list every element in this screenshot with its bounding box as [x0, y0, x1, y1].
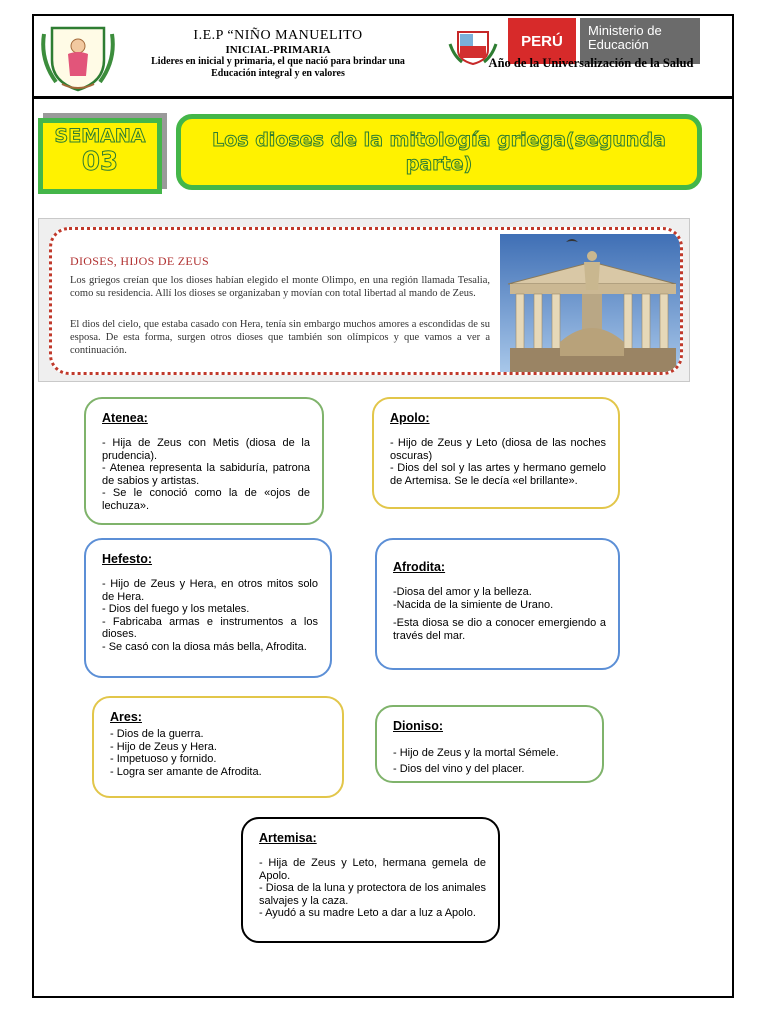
list-item: -Diosa del amor y la belleza. [393, 586, 532, 598]
list-item: -Nacida de la simiente de Urano. [393, 598, 554, 611]
week-number: 03 [81, 147, 119, 177]
intro-frame [49, 227, 683, 375]
card-atenea [84, 397, 324, 525]
school-logo [38, 20, 118, 94]
card-title-ares: Ares: [110, 710, 142, 724]
list-item: - Diosa de la luna y protectora de los animales salvajes y la caza. [259, 882, 486, 907]
ministry-logo: Ministerio de Educación [580, 18, 700, 64]
card-body-ares [110, 728, 330, 778]
list-item: - Hija de Zeus y Leto, hermana gemela de Apolo. [259, 857, 486, 882]
title-banner [176, 114, 702, 190]
card-body-artemisa [259, 857, 486, 920]
card-afrodita [375, 538, 620, 670]
peru-logo: PERÚ [508, 18, 576, 64]
list-item: - Hija de Zeus con Metis (diosa de la prudencia). [102, 437, 310, 462]
list-item: - Impetuoso y fornido. [110, 753, 217, 766]
week-label: SEMANA [54, 125, 146, 147]
card-body-apolo [390, 437, 606, 487]
school-motto: Lideres en inicial y primaria, el que nació para brindar una Educación integral y en valores [151, 56, 405, 79]
card-body-dioniso [393, 745, 590, 777]
list-item: - Hijo de Zeus y Leto (diosa de las noches oscuras) [390, 437, 606, 462]
list-item: - Ayudó a su madre Leto a dar a luz a Apolo. [259, 907, 476, 920]
card-title-hefesto: Hefesto: [102, 552, 153, 566]
school-info [128, 28, 428, 80]
intro-paragraph-1: Los griegos creían que los dioses habían elegido el monte Olimpo, en una región llamada Tesalia, como su residencia. Allí los dioses se organizaban y movían con total libertad al mando de Zeus. [70, 275, 490, 299]
card-title-dioniso: Dioniso: [393, 719, 443, 733]
list-item: - Hijo de Zeus y Hera, en otros mitos solo de Hera. [102, 578, 318, 603]
intro-panel [38, 218, 690, 382]
card-title-afrodita: Afrodita: [393, 560, 446, 574]
card-body-afrodita [393, 586, 606, 642]
list-item: - Dios de la guerra. [110, 728, 204, 740]
card-apolo [372, 397, 620, 509]
year-motto: Año de la Universalización de la Salud [488, 56, 694, 70]
card-title-apolo: Apolo: [390, 411, 430, 425]
school-name: I.E.P “NIÑO MANUELITO [193, 28, 363, 43]
list-item: - Atenea representa la sabiduría, patrona de sabios y artistas. [102, 462, 310, 487]
card-body-atenea [102, 437, 310, 513]
parliament-statue-photo [500, 234, 683, 374]
week-badge [38, 118, 162, 194]
list-item: - Dios del fuego y los metales. [102, 603, 250, 616]
list-item: - Hijo de Zeus y Hera. [110, 740, 217, 753]
card-title-artemisa: Artemisa: [259, 831, 317, 845]
page-title: Los dioses de la mitología griega(segunda parte) [212, 129, 666, 175]
list-item: - Fabricaba armas e instrumentos a los dioses. [102, 615, 318, 641]
intro-paragraph-2: El dios del cielo, que estaba casado con Hera, tenía sin embargo muchos amores a escondidas de su esposa. De esta forma, surgen otros dioses que también son olímpicos y que vamos a ver a continuación. [70, 319, 490, 356]
list-item: - Dios del sol y las artes y hermano gemelo de Artemisa. Se le decía «el brillante». [390, 462, 606, 487]
card-hefesto [84, 538, 332, 678]
list-item: - Se casó con la diosa más bella, Afrodita. [102, 640, 307, 653]
card-title-atenea: Atenea: [102, 411, 148, 425]
card-dioniso [375, 705, 604, 783]
intro-heading: DIOSES, HIJOS DE ZEUS [70, 254, 209, 268]
list-item: - Dios del vino y del placer. [393, 763, 525, 775]
list-item: -Esta diosa se dio a conocer emergiendo a través del mar. [393, 617, 606, 642]
card-artemisa [241, 817, 500, 943]
card-body-hefesto [102, 578, 318, 654]
school-level: INICIAL-PRIMARIA [225, 44, 331, 56]
header-divider [34, 96, 732, 99]
list-item: - Se le conoció como la de «ojos de lechuza». [102, 487, 310, 512]
list-item: - Hijo de Zeus y la mortal Sémele. [393, 747, 559, 759]
card-ares [92, 696, 344, 798]
list-item: - Logra ser amante de Afrodita. [110, 765, 262, 778]
